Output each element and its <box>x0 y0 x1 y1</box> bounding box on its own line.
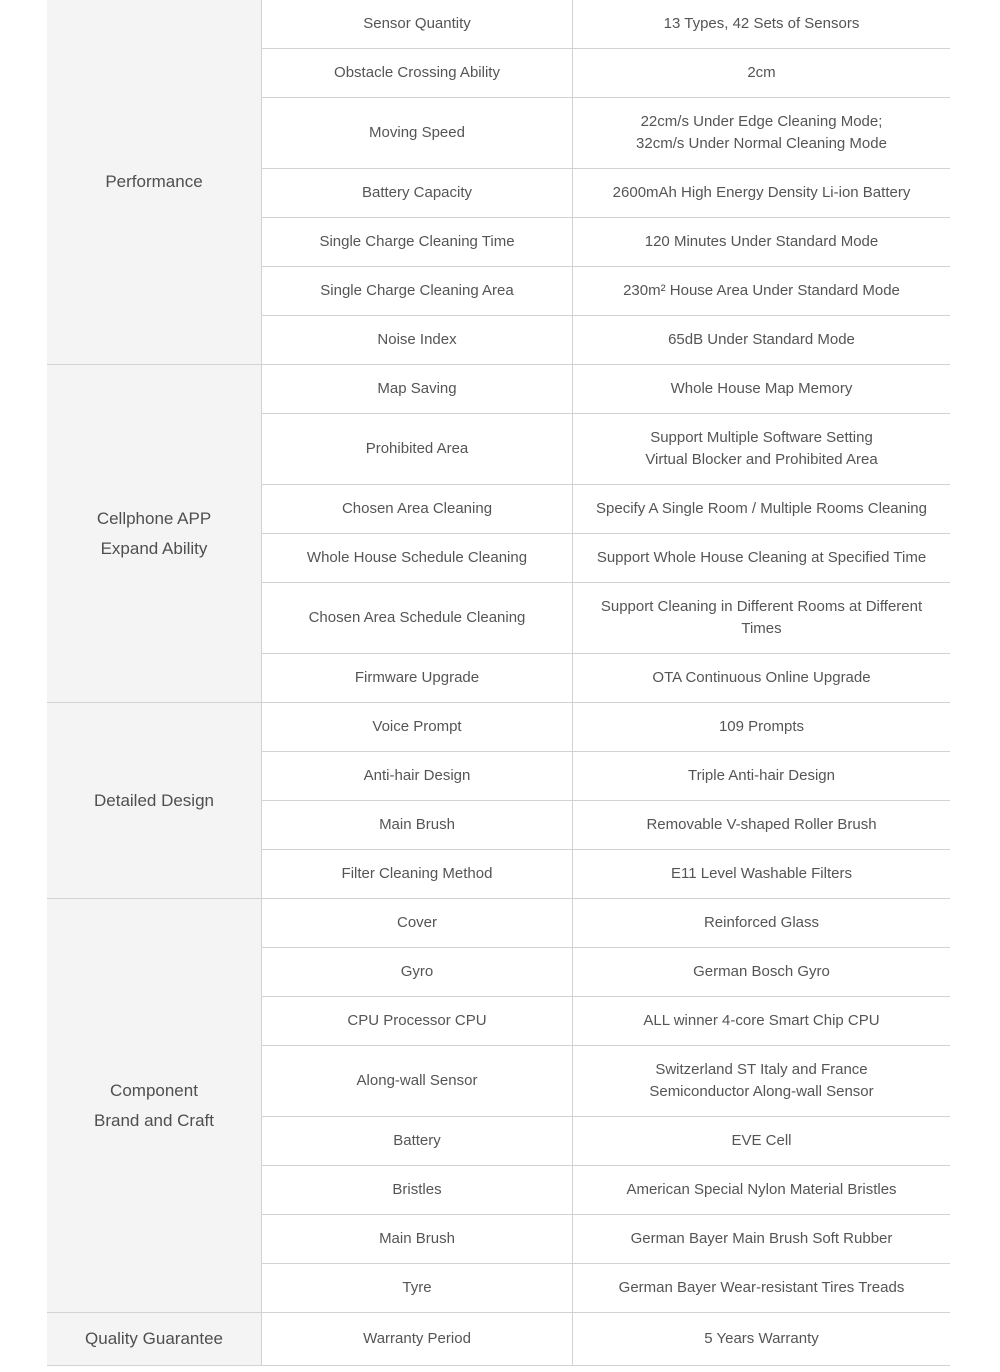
category-label: Performance <box>105 172 203 191</box>
spec-section <box>47 899 950 1313</box>
spec-name-cell <box>262 414 573 484</box>
spec-name-cell <box>262 49 573 97</box>
spec-name: Sensor Quantity <box>363 15 471 32</box>
spec-section <box>47 1313 950 1366</box>
spec-value: EVE Cell <box>731 1132 792 1149</box>
spec-row <box>262 997 950 1046</box>
category-label: Cellphone APP <box>96 508 212 528</box>
spec-name-cell <box>262 899 573 947</box>
spec-row <box>262 49 950 98</box>
spec-value-cell <box>573 801 950 849</box>
spec-row <box>262 267 950 316</box>
category-cell <box>47 365 262 702</box>
spec-name-cell <box>262 485 573 533</box>
spec-value: German Bayer Wear-resistant Tires Treads <box>618 1279 905 1296</box>
spec-section <box>47 0 950 365</box>
spec-name-cell <box>262 703 573 751</box>
spec-name: Firmware Upgrade <box>354 669 480 686</box>
category-label: Expand Ability <box>100 538 208 558</box>
spec-name: Along-wall Sensor <box>356 1072 478 1089</box>
spec-row <box>262 1313 950 1365</box>
spec-row <box>262 583 950 654</box>
spec-rows <box>262 1313 950 1365</box>
spec-name-cell <box>262 365 573 413</box>
spec-row <box>262 316 950 364</box>
spec-value-cell <box>573 1313 950 1365</box>
spec-rows <box>262 0 950 364</box>
spec-value: Virtual Blocker and Prohibited Area <box>645 451 878 468</box>
spec-row <box>262 1046 950 1117</box>
spec-value: 230m² House Area Under Standard Mode <box>623 282 900 299</box>
spec-row <box>262 0 950 49</box>
spec-row <box>262 703 950 752</box>
spec-row <box>262 850 950 898</box>
spec-name: Voice Prompt <box>372 718 462 735</box>
spec-name-cell <box>262 316 573 364</box>
spec-name: Main Brush <box>379 816 455 833</box>
spec-value: Support Multiple Software Setting <box>650 429 873 446</box>
spec-name-cell <box>262 169 573 217</box>
spec-name: Tyre <box>402 1279 432 1296</box>
spec-value: Support Cleaning in Different Rooms at Different Times <box>600 598 923 637</box>
spec-value-cell <box>573 365 950 413</box>
spec-row <box>262 1117 950 1166</box>
spec-row <box>262 899 950 948</box>
spec-name: Obstacle Crossing Ability <box>334 64 500 81</box>
spec-value-cell <box>573 1215 950 1263</box>
spec-name-cell <box>262 654 573 702</box>
spec-value: American Special Nylon Material Bristles <box>626 1181 897 1198</box>
spec-value: 13 Types, 42 Sets of Sensors <box>663 15 860 32</box>
spec-value-cell <box>573 0 950 48</box>
spec-value: Switzerland ST Italy and France <box>655 1061 868 1078</box>
spec-value: OTA Continuous Online Upgrade <box>652 669 871 686</box>
category-cell <box>47 703 262 898</box>
spec-value-cell <box>573 485 950 533</box>
spec-name: Battery <box>393 1132 441 1149</box>
spec-name: Whole House Schedule Cleaning <box>306 549 528 566</box>
spec-value-cell <box>573 948 950 996</box>
spec-name: Gyro <box>400 963 434 980</box>
spec-value-cell <box>573 1046 950 1116</box>
spec-value: 22cm/s Under Edge Cleaning Mode; <box>640 113 883 130</box>
spec-name: Chosen Area Cleaning <box>341 500 493 517</box>
category-label: Detailed Design <box>93 790 214 810</box>
spec-value: Removable V-shaped Roller Brush <box>646 816 877 833</box>
category-label: Brand and Craft <box>93 1110 214 1130</box>
spec-name-cell <box>262 850 573 898</box>
spec-name: CPU Processor CPU <box>347 1012 487 1029</box>
spec-value: 109 Prompts <box>718 718 805 735</box>
spec-name: Main Brush <box>379 1230 455 1247</box>
spec-name-cell <box>262 267 573 315</box>
spec-name: Moving Speed <box>369 124 465 141</box>
spec-value-cell <box>573 583 950 653</box>
spec-value-cell <box>573 169 950 217</box>
spec-name: Chosen Area Schedule Cleaning <box>308 609 526 626</box>
spec-name: Bristles <box>392 1181 442 1198</box>
spec-name: Warranty Period <box>363 1330 471 1347</box>
spec-table <box>47 0 950 1366</box>
spec-value: 32cm/s Under Normal Cleaning Mode <box>636 135 887 152</box>
spec-value-cell <box>573 414 950 484</box>
spec-value-cell <box>573 997 950 1045</box>
spec-value-cell <box>573 316 950 364</box>
spec-row <box>262 218 950 267</box>
spec-name-cell <box>262 1264 573 1312</box>
spec-value-cell <box>573 98 950 168</box>
spec-name-cell <box>262 1046 573 1116</box>
spec-name-cell <box>262 948 573 996</box>
spec-name: Battery Capacity <box>361 184 473 201</box>
spec-value-cell <box>573 1264 950 1312</box>
spec-rows <box>262 899 950 1312</box>
spec-value-cell <box>573 534 950 582</box>
spec-value: ALL winner 4-core Smart Chip CPU <box>643 1012 880 1029</box>
spec-value: Reinforced Glass <box>703 914 820 931</box>
category-label: Component <box>110 1080 198 1100</box>
spec-name: Prohibited Area <box>365 440 469 457</box>
category-label: Quality Guarantee <box>85 1329 223 1348</box>
spec-row <box>262 1264 950 1312</box>
spec-row <box>262 169 950 218</box>
spec-name: Single Charge Cleaning Area <box>320 282 514 299</box>
spec-row <box>262 1166 950 1215</box>
spec-value-cell <box>573 850 950 898</box>
spec-name: Map Saving <box>377 380 457 397</box>
spec-name: Noise Index <box>377 331 457 348</box>
spec-name-cell <box>262 1166 573 1214</box>
spec-value: 5 Years Warranty <box>704 1330 819 1347</box>
spec-row <box>262 365 950 414</box>
spec-row <box>262 948 950 997</box>
spec-name-cell <box>262 1117 573 1165</box>
spec-row <box>262 752 950 801</box>
spec-name: Anti-hair Design <box>363 767 471 784</box>
spec-name-cell <box>262 0 573 48</box>
spec-row <box>262 654 950 702</box>
spec-row <box>262 801 950 850</box>
spec-value-cell <box>573 654 950 702</box>
spec-row <box>262 98 950 169</box>
spec-name-cell <box>262 98 573 168</box>
category-cell <box>47 0 262 364</box>
spec-value-cell <box>573 267 950 315</box>
spec-value-cell <box>573 752 950 800</box>
spec-name: Single Charge Cleaning Time <box>319 233 515 250</box>
spec-name: Cover <box>396 914 437 931</box>
spec-rows <box>262 365 950 702</box>
spec-value: E11 Level Washable Filters <box>671 865 852 882</box>
spec-value: 2600mAh High Energy Density Li-ion Battery <box>612 184 911 201</box>
spec-value: 2cm <box>747 64 776 81</box>
spec-name-cell <box>262 1313 573 1365</box>
spec-value-cell <box>573 218 950 266</box>
spec-name-cell <box>262 1215 573 1263</box>
spec-value: German Bosch Gyro <box>693 963 830 980</box>
spec-value: Specify A Single Room / Multiple Rooms Cleaning <box>596 500 927 517</box>
spec-row <box>262 414 950 485</box>
spec-row <box>262 485 950 534</box>
spec-value-cell <box>573 1117 950 1165</box>
spec-value: Whole House Map Memory <box>670 380 853 397</box>
spec-value-cell <box>573 49 950 97</box>
spec-value-cell <box>573 899 950 947</box>
spec-name-cell <box>262 534 573 582</box>
spec-name-cell <box>262 997 573 1045</box>
spec-name-cell <box>262 801 573 849</box>
spec-value: German Bayer Main Brush Soft Rubber <box>630 1230 893 1247</box>
spec-value: Triple Anti-hair Design <box>687 767 835 784</box>
spec-value: Support Whole House Cleaning at Specified Time <box>596 549 927 566</box>
category-cell <box>47 1313 262 1365</box>
spec-name-cell <box>262 583 573 653</box>
spec-name: Filter Cleaning Method <box>341 865 493 882</box>
spec-rows <box>262 703 950 898</box>
spec-value-cell <box>573 703 950 751</box>
spec-value-cell <box>573 1166 950 1214</box>
category-cell <box>47 899 262 1312</box>
spec-row <box>262 534 950 583</box>
spec-section <box>47 703 950 899</box>
spec-value: Semiconductor Along-wall Sensor <box>649 1083 874 1100</box>
spec-value: 120 Minutes Under Standard Mode <box>644 233 879 250</box>
spec-name-cell <box>262 752 573 800</box>
spec-row <box>262 1215 950 1264</box>
spec-value: 65dB Under Standard Mode <box>668 331 855 348</box>
spec-name-cell <box>262 218 573 266</box>
spec-section <box>47 365 950 703</box>
